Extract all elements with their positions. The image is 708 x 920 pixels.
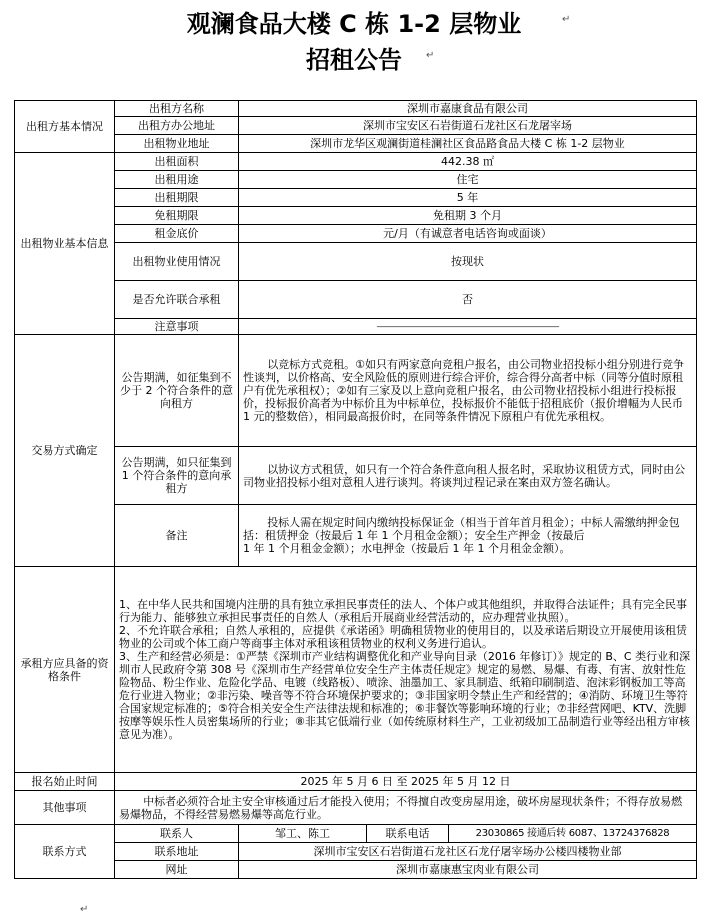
paragraph-mark: ↵ (80, 904, 89, 915)
lessor-name-value: 深圳市嘉康食品有限公司 (239, 101, 697, 117)
rent-free-key: 免租期限 (115, 207, 239, 225)
contact-person-value: 邹工、陈工 (239, 825, 367, 843)
notice-title-line2: 招租公告 (306, 46, 402, 74)
qualification-item-3: 3、生产和经营必须是：①严禁《深圳市产业结构调整优化和产业导向目录（2016 年修订）》规定的 B、C 类行业和深圳市人民政府令第 308 号《深圳市生产经营单位安全生产主体责任规定》规定的易燃、易爆、有毒、有害、放射性危险物品、粉尘作业、危险化学品、电镀（线路板）、喷涂、油墨加工、家具制造、纸箱印刷制造、泡沫彩钢板加工等高危行业进入物业；②非污染、噪音等不符合环境保护要求的；③非国家明令禁止生产和经营的；④消防、环境卫生等符合国家规定标准的；⑤符合相关安全生产法律法规和标准的；⑥非餐饮等影响环境的行业；⑦非经营网吧、KTV、洗脚按摩等娱乐性人员密集场所的行业；⑧非其它低端行业（如传统原材料生产，工业初级加工品制造行业等经出租方审核意见为准）。 (119, 650, 691, 741)
contact-address-value: 深圳市宝安区石岩街道石龙社区石龙仔屠宰场办公楼四楼物业部 (239, 843, 697, 861)
multi-bidder-condition: 公告期满，如征集到不少于 2 个符合条件的意向租方 (115, 335, 239, 447)
usage-key: 出租用途 (115, 171, 239, 189)
other-label: 其他事项 (15, 791, 115, 825)
lessor-name-key: 出租方名称 (115, 101, 239, 117)
notice-title-line1: 观澜食品大楼 C 栋 1-2 层物业 (186, 10, 522, 38)
joint-lease-value: 否 (239, 281, 697, 319)
single-bidder-condition: 公告期满，如只征集到 1 个符合条件的意向承租方 (115, 447, 239, 505)
remarks-line2: 1 年 1 个月租金金额）；水电押金（按最后 1 年 1 个月租金金额）。 (243, 542, 571, 555)
joint-lease-key: 是否允许联合承租 (115, 281, 239, 319)
remarks-value (239, 505, 697, 567)
property-address-key: 出租物业地址 (115, 135, 239, 153)
multi-bidder-method: 以竞标方式竞租。①如只有两家意向竞租户报名，由公司物业招投标小组分别进行竞争性谈判，以价格高、安全风险低的原则进行综合评价，综合得分高者中标（同等分值时原租户有优先承租权）；②如有三家及以上意向竞租户报名，由公司物业招投标小组进行投标报价，投标报价高者为中标价且为中标单位，投标报价不能低于招租底价（报价增幅为人民币 1 元的整数倍），相同最高报价时，在同等条件情况下原租户有优先承租权。 (239, 335, 697, 447)
registration-value: 2025 年 5 月 6 日 至 2025 年 5 月 12 日 (115, 773, 697, 791)
contact-address-key: 联系地址 (115, 843, 239, 861)
notice-table (14, 100, 697, 879)
notes-value: —————————————————————————— (239, 319, 697, 335)
contact-section-label: 联系方式 (15, 825, 115, 879)
contact-phone-value: 23030865 接通后转 6087、13724376828 (449, 825, 697, 843)
property-address-value: 深圳市龙华区观澜街道桂澜社区食品路食品大楼 C 栋 1-2 层物业 (239, 135, 697, 153)
qualification-item-1: 1、在中华人民共和国境内注册的具有独立承担民事责任的法人、个体户或其他组织，并取得合法证件；具有完全民事行为能力、能够独立承担民事责任的自然人（承租后开展商业经营活动的，应办理营业执照）。 (119, 598, 687, 624)
property-section-label: 出租物业基本信息 (15, 153, 115, 335)
remarks-line1: 投标人需在规定时间内缴纳投标保证金（相当于首年首月租金）；中标人需缴纳押金包括：租赁押金（按最后 1 年 1 个月租金金额）；安全生产押金（按最后 (243, 516, 680, 542)
qualification-content (115, 567, 697, 773)
area-key: 出租面积 (115, 153, 239, 171)
notes-key: 注意事项 (115, 319, 239, 335)
rent-free-value: 免租期 3 个月 (239, 207, 697, 225)
website-key: 网址 (115, 861, 239, 879)
single-bidder-method: 以协议方式租赁，如只有一个符合条件意向租人报名时，采取协议租赁方式，同时由公司物业招投标小组对意租人进行谈判。将谈判过程记录在案由双方签名确认。 (239, 447, 697, 505)
remarks-key: 备注 (115, 505, 239, 567)
paragraph-mark: ↵ (426, 50, 435, 61)
other-value: 中标者必须符合址主安全审核通过后才能投入使用；不得擅自改变房屋用途，破坏房屋现状条件；不得存放易燃易爆物品，不得经营易燃易爆等高危行业。 (115, 791, 697, 825)
term-key: 出租期限 (115, 189, 239, 207)
website-value: 深圳市嘉康惠宝肉业有限公司 (239, 861, 697, 879)
lessor-office-value: 深圳市宝安区石岩街道石龙社区石龙屠宰场 (239, 117, 697, 135)
registration-label: 报名始止时间 (15, 773, 115, 791)
contact-phone-key: 联系电话 (367, 825, 449, 843)
usage-value: 住宅 (239, 171, 697, 189)
term-value: 5 年 (239, 189, 697, 207)
usage-status-value: 按现状 (239, 243, 697, 281)
lessor-section-label: 出租方基本情况 (15, 101, 115, 153)
qualification-item-2: 2、不允许联合承租；自然人承租的，应提供《承诺函》明确租赁物业的使用目的，以及承诺后期设立开展使用该租赁物业的公司或个体工商户等商事主体对承租该租赁物业的权利义务进行追认。 (119, 624, 687, 650)
usage-status-key: 出租物业使用情况 (115, 243, 239, 281)
base-rent-value: 元/月（有诚意者电话咨询或面谈） (239, 225, 697, 243)
area-value: 442.38 ㎡ (239, 153, 697, 171)
lessor-office-key: 出租方办公地址 (115, 117, 239, 135)
paragraph-mark: ↵ (562, 14, 571, 25)
qualification-section-label: 承租方应具备的资格条件 (15, 567, 115, 773)
contact-person-key: 联系人 (115, 825, 239, 843)
base-rent-key: 租金底价 (115, 225, 239, 243)
transaction-section-label: 交易方式确定 (15, 335, 115, 567)
